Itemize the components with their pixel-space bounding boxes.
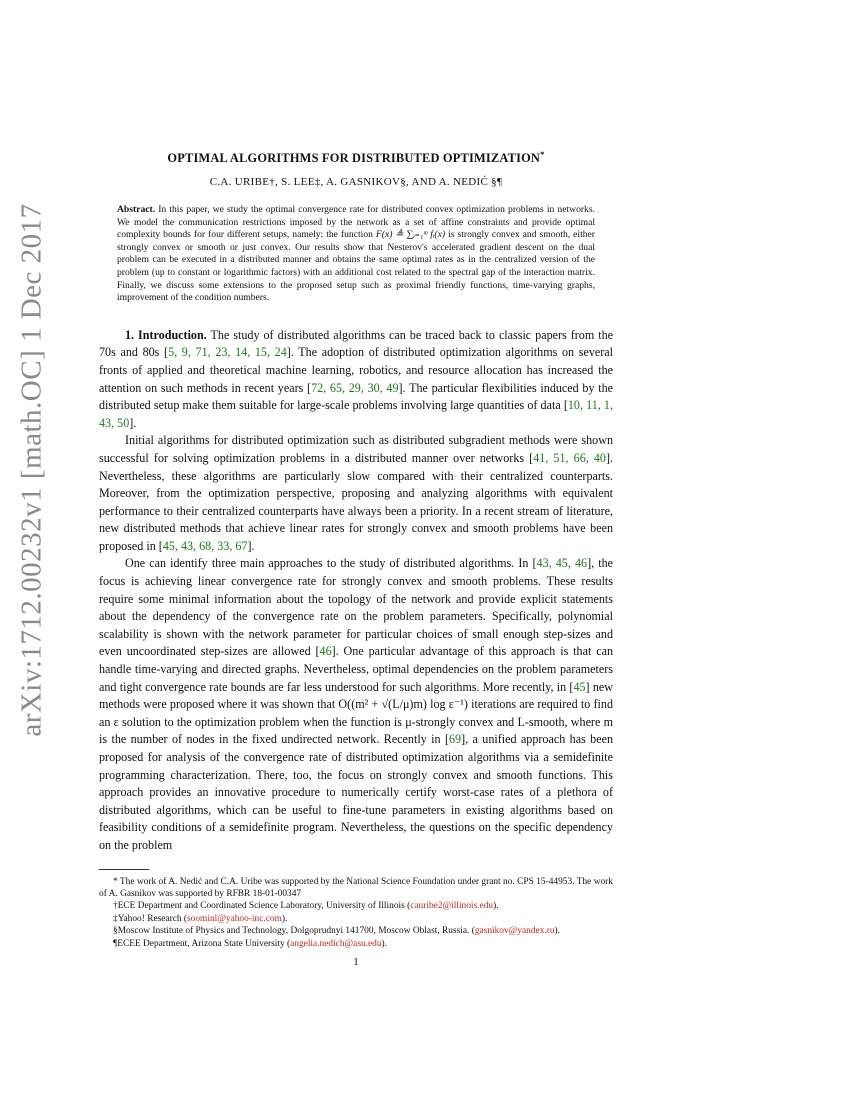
citation-link[interactable]: 46 xyxy=(319,644,332,659)
body-text: ]. The adoption of distributed optimization algorithms on several fronts of applied and theoretical machine learning, robotics, and resource allocation has increased the attention on such methods in recent years [ xyxy=(99,345,613,395)
footnote-2 xyxy=(99,900,613,912)
citation-link[interactable]: 45 xyxy=(573,679,586,694)
footnote-text-end: ). xyxy=(493,901,499,912)
abstract-text-2: is strongly convex and smooth, either strongly convex or smooth or just convex. Our results show that Nesterov's accelerated gradient descent on the dual problem can be executed in a distributed manner and obtains the same optimal rates as in the centralized version of the problem (up to constant or logarithmic factors) with an additional cost related to the spectral gap of the interaction matrix. Finally, we discuss some extensions to the proposed setup such as proximal friendly functions, time-varying graphs, improvement of the condition numbers. xyxy=(117,229,595,304)
paper-page xyxy=(99,150,613,968)
citation-link[interactable]: 45, 43, 68, 33, 67 xyxy=(162,538,248,553)
footnotes xyxy=(99,876,613,950)
page-number: 1 xyxy=(353,956,359,968)
footnote-text-end: ). xyxy=(281,913,288,924)
paragraph-1 xyxy=(99,327,613,433)
body-text: ] new methods were proposed where it was shown that O((m² + √(L/μ)m) log ε⁻¹) iterations are required to find an ε solution to the optimization problem when the function is μ-strongly convex and L-smooth, where m is the number of nodes in the fixed undirected network. Recently in [ xyxy=(99,679,613,747)
body-text: ]. xyxy=(129,415,137,430)
body-text: ]. xyxy=(247,538,255,553)
footnote-text-end: ). xyxy=(381,938,388,949)
abstract xyxy=(117,204,595,305)
body-text: Initial algorithms for distributed optimization such as distributed subgradient methods were shown successful for solving optimization problems in a distributed manner over networks [ xyxy=(99,433,613,465)
footnote-text-end: ). xyxy=(554,926,561,937)
citation-link[interactable]: 41, 51, 66, 40 xyxy=(533,450,606,465)
body-text: ]. The particular flexibilities induced by the distributed setup make them suitable for large-scale problems involving large quantities of data [ xyxy=(99,380,614,413)
arxiv-sidebar xyxy=(0,0,64,1100)
footnote-3 xyxy=(99,913,613,925)
paper-title: OPTIMAL ALGORITHMS FOR DISTRIBUTED OPTIMIZATION* xyxy=(167,148,545,165)
email-link[interactable]: cauribe2@illinois.edu xyxy=(410,901,494,912)
body-text: ], a unified approach has been proposed for analysis of the convergence rate of distributed optimization algorithms via a semidefinite programming characterization. There, too, the focus on strongly convex and smooth functions. This approach provides an innovative procedure to numerically certify worst-case rates of a plethora of distributed algorithms, which can be useful to fine-tune parameters in existing algorithms based on feasibility conditions of a semidefinite program. Nevertheless, the questions on the specific dependency on the problem xyxy=(99,732,614,852)
citation-link[interactable]: 43, 45, 46 xyxy=(536,556,588,571)
body-text: The study of distributed algorithms can be traced back to classic papers from the 70s and 80s [ xyxy=(99,327,613,360)
abstract-formula: F(x) ≜ ∑ᵢ₌₁ᵐ fᵢ(x) xyxy=(375,229,446,241)
email-link[interactable]: gasnikov@yandex.ru xyxy=(474,926,555,937)
body-text: ]. Nevertheless, these algorithms are particularly slow compared with their centralized counterparts. Moreover, from the optimization perspective, proposing and analyzing algorithms with equivalent performance to their centralized counterparts have always been a priority. In a recent stream of literature, new distributed methods that achieve linear rates for strongly convex and smooth problems have been proposed in [ xyxy=(99,450,614,553)
section-heading: 1. Introduction. xyxy=(125,327,207,342)
paragraph-3 xyxy=(99,555,613,854)
author-list: C.A. URIBE†, S. LEE‡, A. GASNIKOV§, AND A. NEDIĆ §¶ xyxy=(209,176,503,188)
footnote-text: §Moscow Institute of Physics and Technology, Dolgoprudnyi 141700, Moscow Oblast, Russia. ( xyxy=(113,926,475,937)
footnote-text: †ECE Department and Coordinated Science Laboratory, University of Illinois ( xyxy=(113,901,411,912)
footnote-4 xyxy=(99,925,613,937)
citation-link[interactable]: 69 xyxy=(448,732,462,747)
citation-link[interactable]: 10, 11, 1, 43, 50 xyxy=(99,398,614,430)
title-footnote-mark: * xyxy=(540,148,545,159)
introduction xyxy=(99,327,613,855)
citation-link[interactable]: 5, 9, 71, 23, 14, 15, 24 xyxy=(168,345,287,360)
footnote-text: * The work of A. Nedić and C.A. Uribe was supported by the National Science Foundation under grant no. CPS 15-44953. The work of A. Gasnikov was supported by RFBR 18-01-00347 xyxy=(99,876,613,899)
footnote-text: ‡Yahoo! Research ( xyxy=(113,913,188,924)
footnote-text: ¶ECEE Department, Arizona State University ( xyxy=(113,938,291,949)
footnote-1 xyxy=(99,876,613,901)
footnote-5 xyxy=(99,938,613,950)
email-link[interactable]: angelia.nedich@asu.edu xyxy=(290,938,382,949)
abstract-label: Abstract. xyxy=(117,204,156,215)
email-link[interactable]: soominl@yahoo-inc.com xyxy=(187,913,282,924)
arxiv-identifier: arXiv:1712.00232v1 [math.OC] 1 Dec 2017 xyxy=(15,203,48,737)
citation-link[interactable]: 72, 65, 29, 30, 49 xyxy=(311,380,399,395)
abstract-text-1: In this paper, we study the optimal convergence rate for distributed convex optimization problems in networks. We model the communication restrictions imposed by the network as a set of affine constraints and provide optimal complexity bounds for four different setups, namely: the function xyxy=(117,204,595,241)
body-text: One can identify three main approaches to the study of distributed algorithms. In [ xyxy=(125,556,537,571)
paragraph-2 xyxy=(99,432,613,555)
body-text: ], the focus is achieving linear convergence rate for strongly convex and smooth problems. These results require some minimal information about the topology of the network and provide explicit statements about the dependency of the convergence rate on the problem parameters. Specifically, polynomial scalability is shown with the network parameter for particular choices of small enough step-sizes and even uncoordinated step-sizes are allowed [ xyxy=(99,556,613,659)
paragraph-1-text xyxy=(99,328,613,430)
body-text: ]. One particular advantage of this approach is that can handle time-varying and directed graphs. Nevertheless, optimal dependencies on the problem parameters and tight convergence rate bounds are far less understood for such algorithms. More recently, in [ xyxy=(99,644,613,694)
footnote-rule xyxy=(99,869,149,870)
